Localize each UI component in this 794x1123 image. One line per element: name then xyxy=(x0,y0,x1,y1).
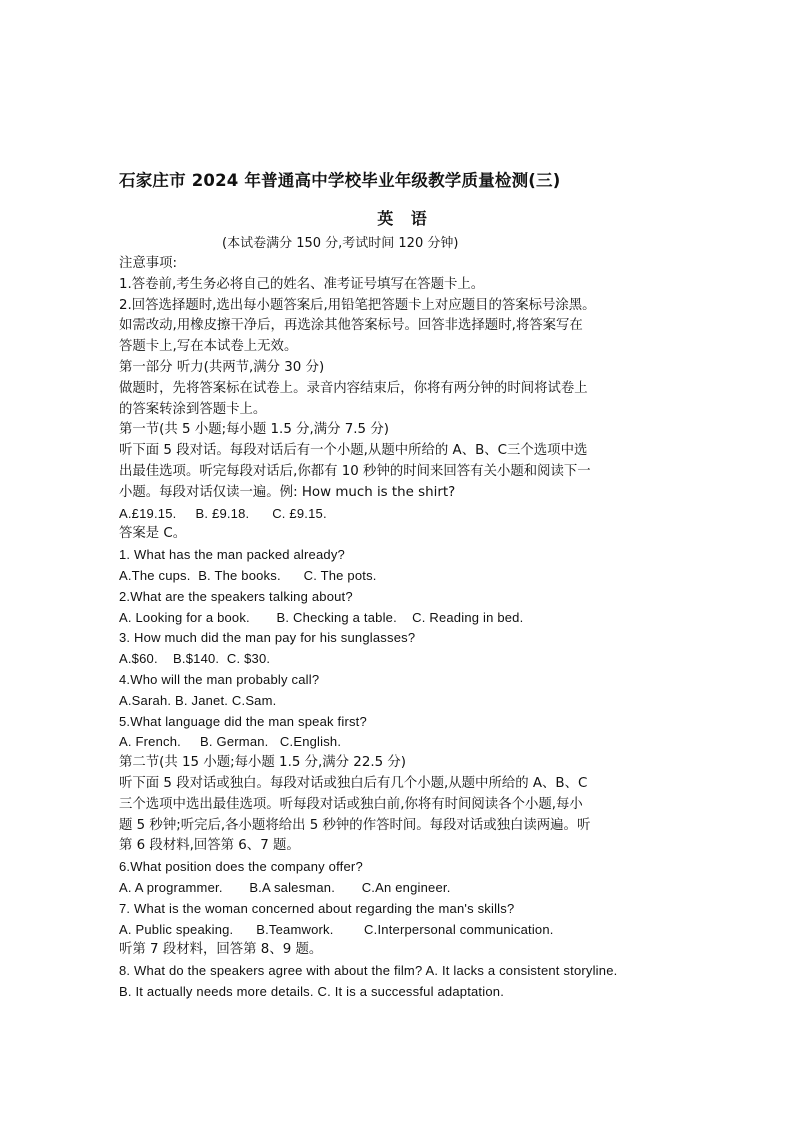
section-2-heading: 第二节(共 15 小题;每小题 1.5 分,满分 22.5 分) xyxy=(119,755,406,771)
material-7-note: 听第 7 段材料，回答第 8、9 题。 xyxy=(119,942,323,958)
section-1-intro-line-1: 听下面 5 段对话。每段对话后有一个小题,从题中所给的 A、B、C三个选项中选 xyxy=(119,443,588,459)
instruction-item-1: 1.答卷前,考生务必将自己的姓名、准考证号填写在答题卡上。 xyxy=(119,276,485,292)
question-4: 4.Who will the man probably call? xyxy=(119,671,320,687)
question-4-options: A.Sarah. B. Janet. C.Sam. xyxy=(119,692,277,708)
part-1 xyxy=(119,358,679,420)
section-1-intro-line-3: 小题。每段对话仅读一遍。例: How much is the shirt? xyxy=(119,484,456,500)
part-1-intro-line-1: 做题时，先将答案标在试卷上。录音内容结束后，你将有两分钟的时间将试卷上 xyxy=(119,380,588,396)
instruction-item-2-line-3: 答题卡上,写在本试卷上无效。 xyxy=(119,339,298,355)
question-3-options: A.$60. B.$140. C. $30. xyxy=(119,651,271,667)
section-1-heading: 第一节(共 5 小题;每小题 1.5 分,满分 7.5 分) xyxy=(119,422,389,438)
question-5-options: A. French. B. German. C.English. xyxy=(119,734,342,750)
section-2-intro-line-4: 第 6 段材料,回答第 6、7 题。 xyxy=(119,838,300,854)
example-options: A.£19.15. B. £9.18. C. £9.15. xyxy=(119,505,327,521)
section-2-intro-line-3: 题 5 秒钟;听完后,各小题将给出 5 秒钟的作答时间。每段对话或独白读两遍。听 xyxy=(119,817,591,833)
question-6-options: A. A programmer. B.A salesman. C.An engineer. xyxy=(119,879,451,895)
question-8-line-2: B. It actually needs more details. C. It is a successful adaptation. xyxy=(119,983,505,999)
question-1: 1. What has the man packed already? xyxy=(119,547,345,563)
part-1-intro-line-2: 的答案转涂到答题卡上。 xyxy=(119,401,267,417)
question-3: 3. How much did the man pay for his sunglasses? xyxy=(119,630,416,646)
instructions xyxy=(119,254,679,358)
section-2-intro-line-1: 听下面 5 段对话或独白。每段对话或独白后有几个小题,从题中所给的 A、B、C xyxy=(119,775,588,791)
question-7: 7. What is the woman concerned about regarding the man's skills? xyxy=(119,900,515,916)
exam-note: (本试卷满分 150 分,考试时间 120 分钟) xyxy=(222,236,459,251)
exam-page xyxy=(119,170,679,1003)
section-1 xyxy=(119,420,679,753)
instructions-heading: 注意事项: xyxy=(119,256,178,271)
exam-title: 石家庄市 2024 年普通高中学校毕业年级教学质量检测(三) xyxy=(119,171,561,190)
section-1-intro-line-2: 出最佳选项。听完每段对话后,你都有 10 秒钟的时间来回答有关小题和阅读下一 xyxy=(119,463,591,479)
question-2: 2.What are the speakers talking about? xyxy=(119,588,353,604)
question-8-line-1: 8. What do the speakers agree with about the film? A. It lacks a consistent storyline. xyxy=(119,963,618,979)
question-1-options: A.The cups. B. The books. C. The pots. xyxy=(119,567,377,583)
question-2-options: A. Looking for a book. B. Checking a table. C. Reading in bed. xyxy=(119,609,524,625)
example-answer: 答案是 C。 xyxy=(119,526,187,542)
part-1-heading: 第一部分 听力(共两节,满分 30 分) xyxy=(119,359,325,375)
question-7-options: A. Public speaking. B.Teamwork. C.Interpersonal communication. xyxy=(119,921,554,937)
question-5: 5.What language did the man speak first? xyxy=(119,713,367,729)
instruction-item-2-line-1: 2.回答选择题时,选出每小题答案后,用铅笔把答题卡上对应题目的答案标号涂黑。 xyxy=(119,297,596,313)
section-2-intro-line-2: 三个选项中选出最佳选项。听每段对话或独白前,你将有时间阅读各个小题,每小 xyxy=(119,796,583,812)
instruction-item-2-line-2: 如需改动,用橡皮擦干净后，再选涂其他答案标号。回答非选择题时,将答案写在 xyxy=(119,318,583,334)
question-6: 6.What position does the company offer? xyxy=(119,859,363,875)
subject-title: 英 语 xyxy=(377,209,433,228)
section-2 xyxy=(119,753,679,1003)
